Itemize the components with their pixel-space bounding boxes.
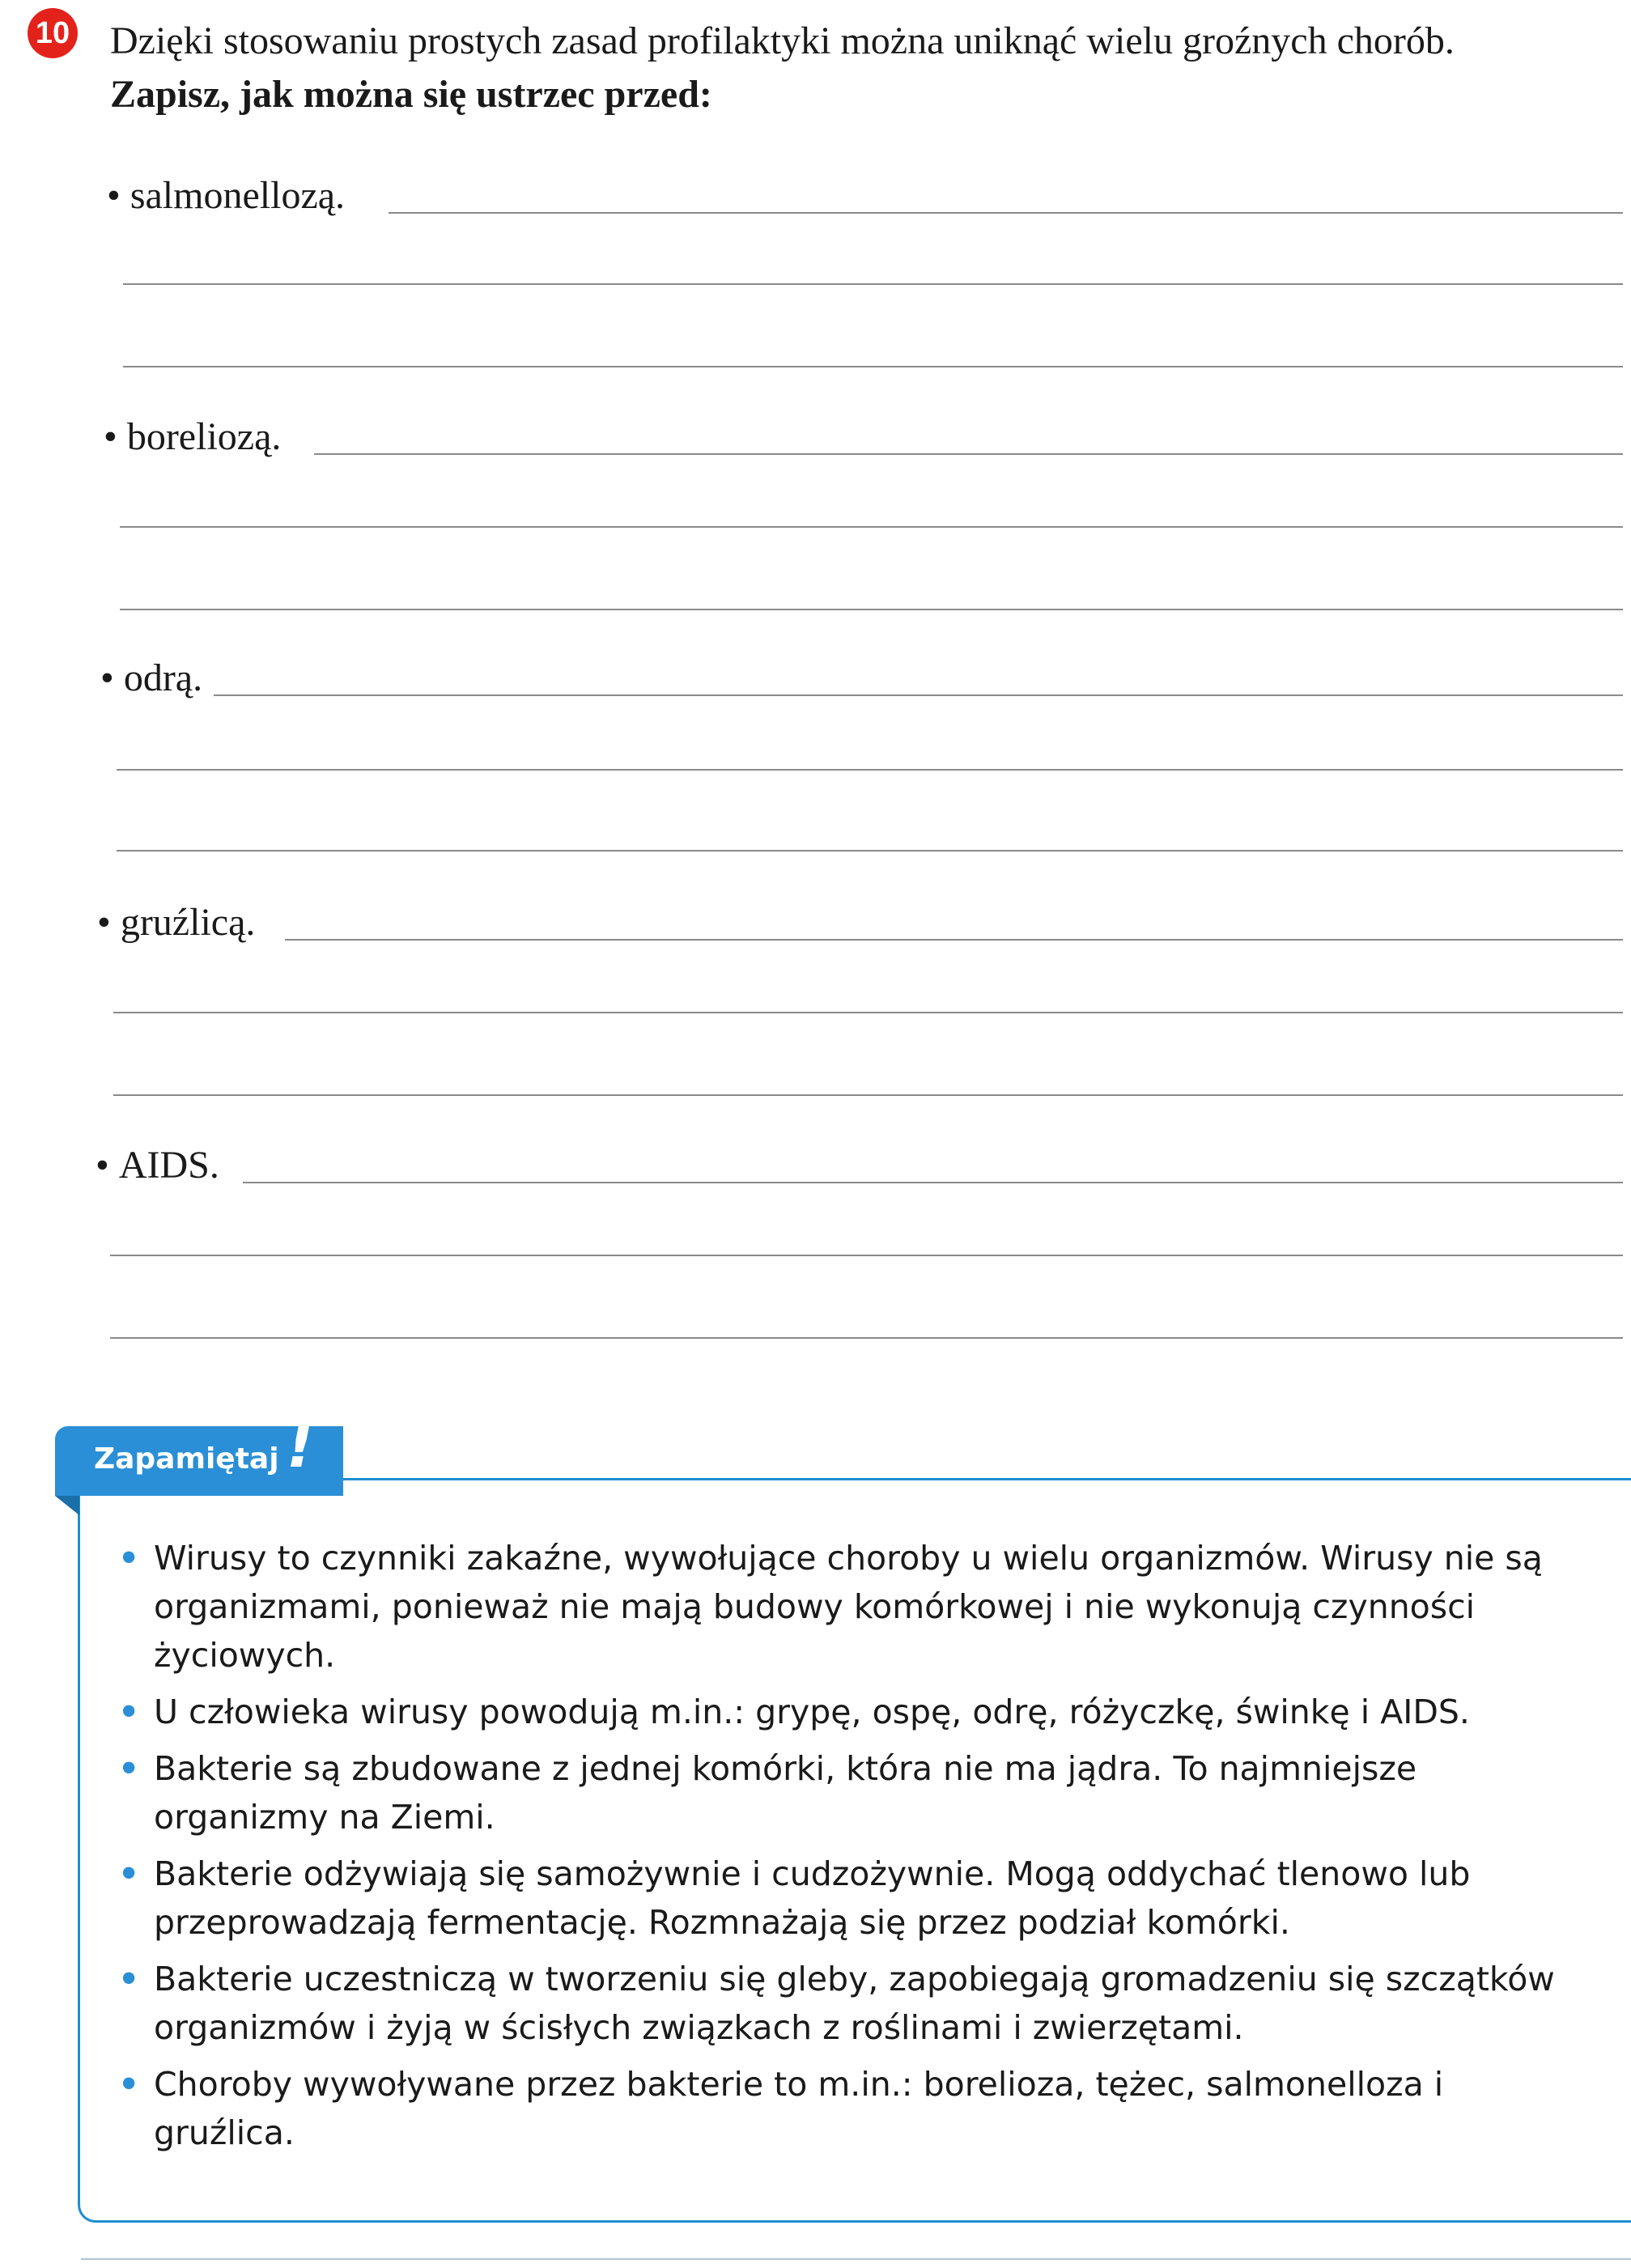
bullet: •: [97, 901, 111, 944]
disease-item-salmonellosis: [107, 172, 345, 220]
exclamation-icon: !: [287, 1412, 314, 1481]
fact-text: U człowieka wirusy powodują m.in.: grypę, ospę, odrę, różyczkę, świnkę i AIDS.: [154, 1693, 1470, 1731]
disease-item-borreliosis: [104, 413, 281, 461]
fact-text: Bakterie uczestniczą w tworzeniu się gleby, zapobiegają gromadzeniu się szczątków organizmów i żyją w ścisłych związkach z roślinami i zwierzętami.: [154, 1960, 1555, 2047]
bullet: •: [118, 1539, 140, 1578]
fact-item: [118, 2060, 1595, 2157]
answer-line[interactable]: [113, 1094, 1623, 1096]
answer-line[interactable]: [285, 939, 1623, 941]
disease-item-aids: [96, 1141, 219, 1190]
fact-item: [118, 1534, 1595, 1680]
fact-text: Bakterie są zbudowane z jednej komórki, która nie ma jądra. To najmniejsze organizmy na Ziemi.: [154, 1749, 1417, 1837]
bullet: •: [96, 1144, 109, 1187]
disease-label: gruźlicą.: [120, 901, 256, 944]
bullet: •: [107, 174, 121, 217]
answer-line[interactable]: [110, 1255, 1623, 1256]
disease-label: salmonellozą.: [130, 174, 346, 217]
answer-line[interactable]: [120, 526, 1623, 528]
answer-line[interactable]: [243, 1182, 1623, 1183]
fact-text: Wirusy to czynniki zakaźne, wywołujące choroby u wielu organizmów. Wirusy nie są organizmami, ponieważ nie mają budowy komórkowej i nie wykonują czynności życiowych.: [154, 1539, 1543, 1675]
bullet: •: [118, 2065, 140, 2104]
task-number-badge: 10: [28, 8, 78, 58]
answer-line[interactable]: [113, 1012, 1623, 1013]
fact-text: Bakterie odżywiają się samożywnie i cudzożywnie. Mogą oddychać tlenowo lub przeprowadzają fermentację. Rozmnażają się przez podział komórki.: [154, 1854, 1471, 1942]
answer-line[interactable]: [110, 1337, 1623, 1339]
answer-line[interactable]: [117, 850, 1623, 852]
answer-line[interactable]: [389, 212, 1623, 214]
bullet: •: [104, 415, 117, 458]
answer-line[interactable]: [123, 366, 1623, 367]
disease-label: AIDS.: [118, 1144, 219, 1187]
bullet: •: [118, 1749, 140, 1788]
fact-text: Choroby wywoływane przez bakterie to m.in.: borelioza, tężec, salmonelloza i gruźlica.: [154, 2065, 1444, 2152]
task-instruction: Zapisz, jak można się ustrzec przed:: [110, 73, 712, 116]
remember-facts-list: [118, 1534, 1595, 2165]
answer-line[interactable]: [214, 694, 1623, 696]
remember-title: Zapamiętaj: [94, 1442, 279, 1476]
fact-item: [118, 1955, 1595, 2052]
fact-item: [118, 1850, 1595, 1947]
bullet: •: [118, 1693, 140, 1731]
answer-line[interactable]: [123, 283, 1623, 285]
answer-line[interactable]: [314, 453, 1623, 455]
disease-item-tuberculosis: [97, 898, 255, 947]
bullet: •: [118, 1854, 140, 1893]
disease-item-measles: [100, 654, 202, 703]
answer-line[interactable]: [117, 769, 1623, 771]
disease-label: boreliozą.: [126, 415, 282, 458]
answer-line[interactable]: [120, 609, 1623, 610]
task-intro: Dzięki stosowaniu prostych zasad profilaktyki można uniknąć wielu groźnych chorób.: [110, 19, 1455, 62]
disease-label: odrą.: [123, 656, 203, 699]
fact-item: [118, 1688, 1595, 1736]
bullet: •: [100, 656, 114, 699]
page-edge-divider: [81, 2258, 1631, 2260]
bullet: •: [118, 1960, 140, 1998]
remember-tab-fold: [55, 1496, 79, 1515]
fact-item: [118, 1744, 1595, 1841]
task-text: [110, 15, 1455, 121]
